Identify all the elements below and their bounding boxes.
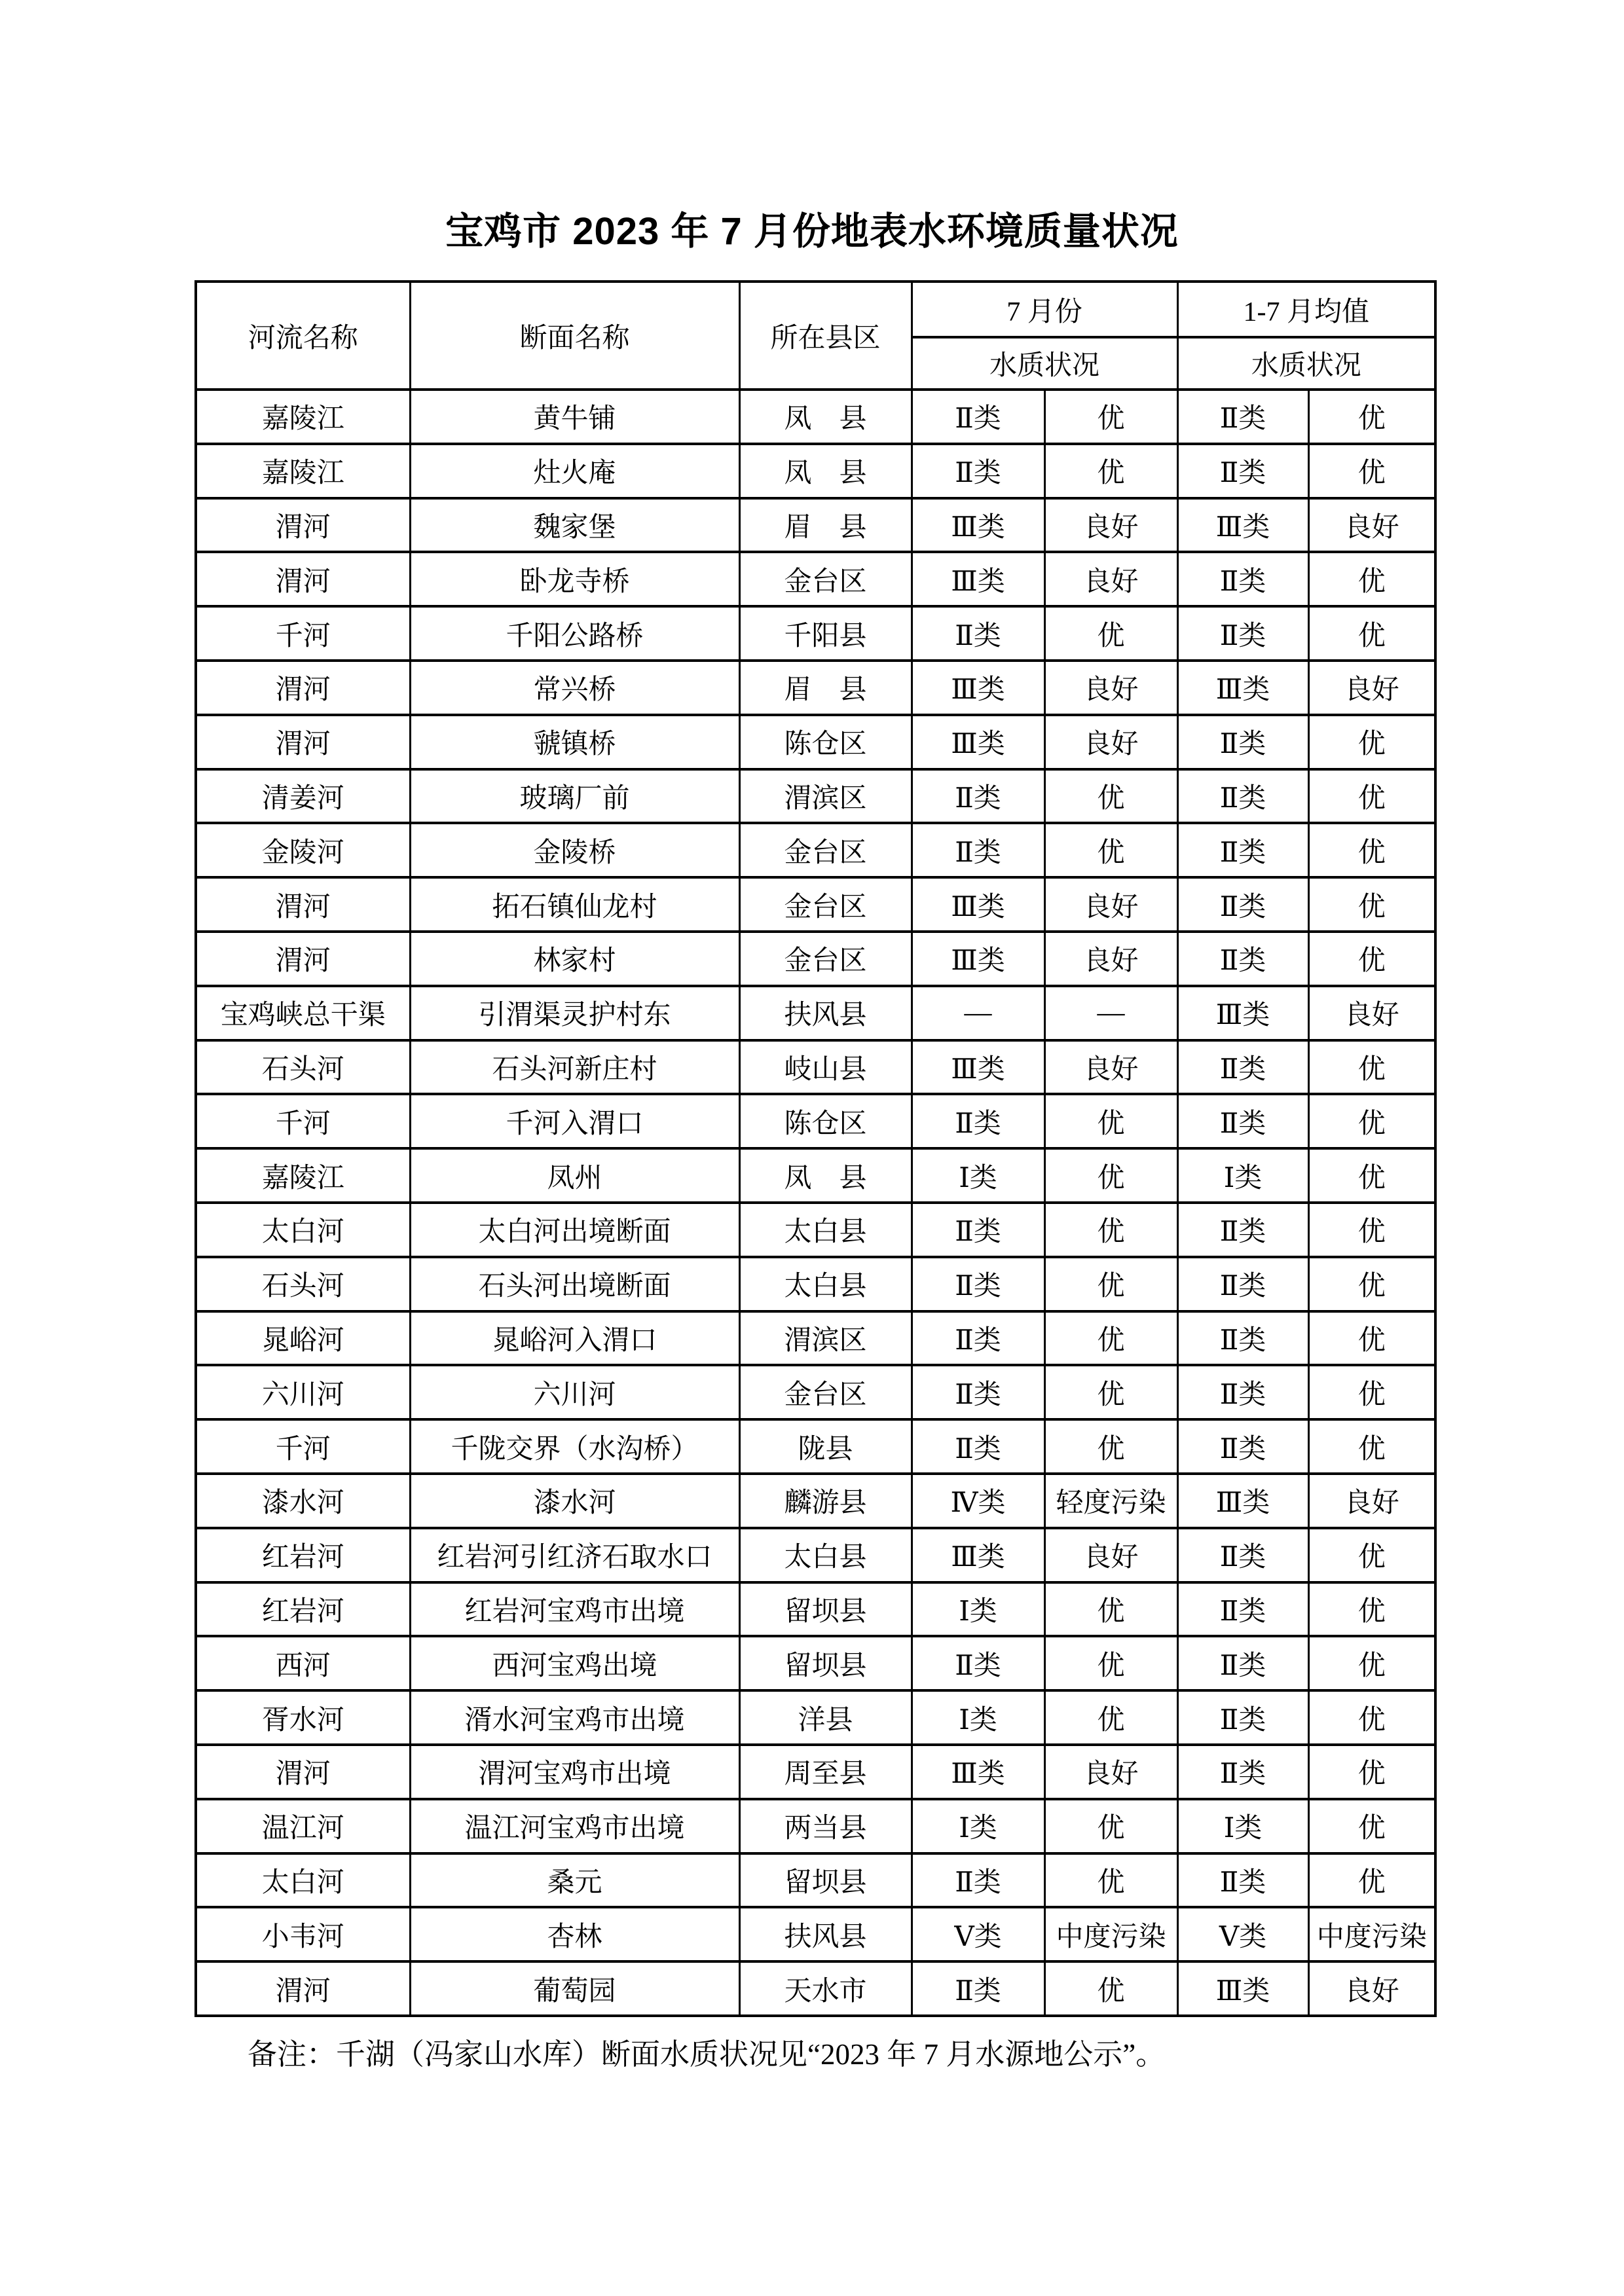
cell-county: 陈仓区 (739, 1094, 912, 1148)
cell-county: 天水市 (739, 1961, 912, 2016)
cell-average-class: Ⅱ类 (1177, 823, 1308, 877)
cell-county: 洋县 (739, 1690, 912, 1745)
cell-july-class: Ⅲ类 (912, 1528, 1044, 1582)
cell-july-class: Ⅱ类 (912, 1257, 1044, 1311)
cell-river-name: 千河 (196, 606, 410, 661)
cell-july-class: Ⅲ类 (912, 552, 1044, 606)
cell-july-status: 良好 (1044, 1040, 1177, 1095)
cell-county: 渭滨区 (739, 1311, 912, 1366)
cell-county: 凤 县 (739, 390, 912, 444)
cell-section-name: 千陇交界（水沟桥） (410, 1419, 739, 1474)
cell-section-name: 红岩河引红济石取水口 (410, 1528, 739, 1582)
cell-river-name: 渭河 (196, 715, 410, 769)
cell-average-status: 中度污染 (1308, 1907, 1435, 1961)
cell-average-class: Ⅱ类 (1177, 1636, 1308, 1690)
cell-july-class: Ⅱ类 (912, 1636, 1044, 1690)
cell-july-class: Ⅱ类 (912, 444, 1044, 498)
cell-july-class: Ⅰ类 (912, 1690, 1044, 1745)
table-row (196, 552, 1435, 606)
cell-july-status: 优 (1044, 1094, 1177, 1148)
cell-july-status: 良好 (1044, 1745, 1177, 1799)
cell-river-name: 嘉陵江 (196, 1148, 410, 1203)
cell-county: 金台区 (739, 932, 912, 986)
cell-average-class: Ⅱ类 (1177, 1094, 1308, 1148)
header-river-name: 河流名称 (196, 282, 410, 390)
table-row (196, 1528, 1435, 1582)
cell-average-status: 优 (1308, 606, 1435, 661)
header-july-group: 7 月份 (912, 282, 1177, 337)
table-row (196, 1745, 1435, 1799)
cell-average-status: 优 (1308, 1094, 1435, 1148)
cell-section-name: 拓石镇仙龙村 (410, 877, 739, 932)
table-row (196, 986, 1435, 1040)
cell-section-name: 桑元 (410, 1853, 739, 1908)
cell-county: 凤 县 (739, 1148, 912, 1203)
cell-average-status: 优 (1308, 823, 1435, 877)
cell-county: 千阳县 (739, 606, 912, 661)
cell-july-status: 优 (1044, 606, 1177, 661)
cell-average-status: 优 (1308, 932, 1435, 986)
cell-average-status: 优 (1308, 390, 1435, 444)
cell-july-class: — (912, 986, 1044, 1040)
cell-july-status: — (1044, 986, 1177, 1040)
cell-july-status: 优 (1044, 1203, 1177, 1257)
cell-section-name: 六川河 (410, 1365, 739, 1419)
cell-river-name: 金陵河 (196, 823, 410, 877)
table-row (196, 1853, 1435, 1908)
cell-section-name: 千河入渭口 (410, 1094, 739, 1148)
cell-county: 留坝县 (739, 1636, 912, 1690)
cell-average-class: Ⅱ类 (1177, 1257, 1308, 1311)
cell-river-name: 石头河 (196, 1040, 410, 1095)
cell-section-name: 渭河宝鸡市出境 (410, 1745, 739, 1799)
header-county: 所在县区 (739, 282, 912, 390)
cell-county: 扶风县 (739, 986, 912, 1040)
cell-average-status: 良好 (1308, 498, 1435, 553)
cell-july-status: 优 (1044, 1365, 1177, 1419)
cell-county: 太白县 (739, 1257, 912, 1311)
cell-river-name: 六川河 (196, 1365, 410, 1419)
cell-average-class: Ⅱ类 (1177, 1203, 1308, 1257)
cell-section-name: 石头河出境断面 (410, 1257, 739, 1311)
cell-average-status: 优 (1308, 1582, 1435, 1637)
water-quality-table (194, 280, 1437, 2017)
cell-section-name: 温江河宝鸡市出境 (410, 1799, 739, 1853)
cell-average-class: Ⅱ类 (1177, 1528, 1308, 1582)
cell-section-name: 灶火庵 (410, 444, 739, 498)
page-title: 宝鸡市 2023 年 7 月份地表水环境质量状况 (445, 210, 1179, 253)
cell-county: 金台区 (739, 1365, 912, 1419)
cell-section-name: 凤州 (410, 1148, 739, 1203)
table-row (196, 1419, 1435, 1474)
cell-river-name: 千河 (196, 1094, 410, 1148)
cell-average-status: 优 (1308, 877, 1435, 932)
cell-average-class: Ⅱ类 (1177, 715, 1308, 769)
cell-county: 太白县 (739, 1203, 912, 1257)
cell-july-class: Ⅲ类 (912, 715, 1044, 769)
cell-county: 渭滨区 (739, 769, 912, 824)
cell-average-status: 优 (1308, 1040, 1435, 1095)
cell-july-class: Ⅱ类 (912, 1365, 1044, 1419)
cell-section-name: 太白河出境断面 (410, 1203, 739, 1257)
cell-average-class: Ⅱ类 (1177, 1745, 1308, 1799)
cell-average-class: Ⅰ类 (1177, 1799, 1308, 1853)
cell-county: 岐山县 (739, 1040, 912, 1095)
cell-section-name: 杏林 (410, 1907, 739, 1961)
cell-section-name: 玻璃厂前 (410, 769, 739, 824)
cell-average-class: Ⅱ类 (1177, 1040, 1308, 1095)
cell-river-name: 渭河 (196, 877, 410, 932)
cell-july-status: 优 (1044, 1582, 1177, 1637)
cell-county: 凤 县 (739, 444, 912, 498)
cell-county: 留坝县 (739, 1853, 912, 1908)
table-row (196, 877, 1435, 932)
cell-average-status: 良好 (1308, 661, 1435, 715)
header-section-name: 断面名称 (410, 282, 739, 390)
cell-average-status: 良好 (1308, 1474, 1435, 1528)
cell-county: 眉 县 (739, 661, 912, 715)
cell-river-name: 红岩河 (196, 1582, 410, 1637)
cell-average-class: Ⅲ类 (1177, 661, 1308, 715)
cell-july-status: 优 (1044, 1799, 1177, 1853)
cell-section-name: 千阳公路桥 (410, 606, 739, 661)
cell-section-name: 西河宝鸡出境 (410, 1636, 739, 1690)
header-avg-group: 1-7 月均值 (1177, 282, 1435, 337)
cell-county: 周至县 (739, 1745, 912, 1799)
cell-section-name: 晁峪河入渭口 (410, 1311, 739, 1366)
cell-july-status: 优 (1044, 823, 1177, 877)
cell-average-status: 优 (1308, 1636, 1435, 1690)
cell-july-status: 中度污染 (1044, 1907, 1177, 1961)
cell-section-name: 石头河新庄村 (410, 1040, 739, 1095)
cell-river-name: 渭河 (196, 932, 410, 986)
cell-average-class: Ⅱ类 (1177, 769, 1308, 824)
cell-river-name: 晁峪河 (196, 1311, 410, 1366)
cell-average-class: Ⅱ类 (1177, 552, 1308, 606)
cell-july-class: Ⅰ类 (912, 1799, 1044, 1853)
cell-county: 金台区 (739, 823, 912, 877)
cell-average-status: 优 (1308, 1799, 1435, 1853)
cell-average-class: Ⅱ类 (1177, 932, 1308, 986)
cell-average-status: 优 (1308, 552, 1435, 606)
table-row (196, 444, 1435, 498)
cell-average-class: Ⅱ类 (1177, 390, 1308, 444)
cell-july-class: Ⅴ类 (912, 1907, 1044, 1961)
cell-july-class: Ⅱ类 (912, 606, 1044, 661)
cell-average-class: Ⅱ类 (1177, 1365, 1308, 1419)
cell-average-status: 良好 (1308, 986, 1435, 1040)
cell-average-class: Ⅲ类 (1177, 986, 1308, 1040)
table-row (196, 1690, 1435, 1745)
table-row (196, 1311, 1435, 1366)
cell-river-name: 温江河 (196, 1799, 410, 1853)
cell-river-name: 小韦河 (196, 1907, 410, 1961)
cell-river-name: 渭河 (196, 1961, 410, 2016)
cell-july-class: Ⅱ类 (912, 769, 1044, 824)
cell-july-status: 良好 (1044, 932, 1177, 986)
cell-july-class: Ⅱ类 (912, 1853, 1044, 1908)
cell-county: 留坝县 (739, 1582, 912, 1637)
table-row (196, 1094, 1435, 1148)
cell-river-name: 漆水河 (196, 1474, 410, 1528)
cell-county: 太白县 (739, 1528, 912, 1582)
cell-average-class: Ⅴ类 (1177, 1907, 1308, 1961)
cell-july-status: 优 (1044, 390, 1177, 444)
cell-average-status: 优 (1308, 1528, 1435, 1582)
cell-section-name: 葡萄园 (410, 1961, 739, 2016)
cell-river-name: 石头河 (196, 1257, 410, 1311)
header-row-top (196, 282, 1435, 337)
cell-average-status: 优 (1308, 1148, 1435, 1203)
table-row (196, 661, 1435, 715)
cell-average-class: Ⅰ类 (1177, 1148, 1308, 1203)
cell-river-name: 清姜河 (196, 769, 410, 824)
cell-july-status: 优 (1044, 1636, 1177, 1690)
cell-county: 麟游县 (739, 1474, 912, 1528)
cell-river-name: 太白河 (196, 1853, 410, 1908)
cell-july-class: Ⅲ类 (912, 877, 1044, 932)
table-row (196, 498, 1435, 553)
cell-section-name: 林家村 (410, 932, 739, 986)
cell-section-name: 黄牛铺 (410, 390, 739, 444)
cell-july-status: 良好 (1044, 1528, 1177, 1582)
cell-average-class: Ⅲ类 (1177, 1961, 1308, 2016)
cell-july-status: 优 (1044, 769, 1177, 824)
cell-section-name: 魏家堡 (410, 498, 739, 553)
cell-average-status: 优 (1308, 1311, 1435, 1366)
cell-county: 金台区 (739, 552, 912, 606)
cell-july-class: Ⅳ类 (912, 1474, 1044, 1528)
table-row (196, 1636, 1435, 1690)
cell-average-status: 优 (1308, 769, 1435, 824)
table-row (196, 823, 1435, 877)
table-body (196, 390, 1435, 2016)
cell-average-status: 优 (1308, 1690, 1435, 1745)
cell-county: 金台区 (739, 877, 912, 932)
table-row (196, 1474, 1435, 1528)
cell-july-status: 优 (1044, 1853, 1177, 1908)
cell-july-status: 良好 (1044, 498, 1177, 553)
cell-section-name: 卧龙寺桥 (410, 552, 739, 606)
cell-july-class: Ⅰ类 (912, 1148, 1044, 1203)
cell-july-class: Ⅱ类 (912, 1311, 1044, 1366)
cell-river-name: 渭河 (196, 1745, 410, 1799)
cell-average-status: 优 (1308, 1853, 1435, 1908)
table-row (196, 769, 1435, 824)
cell-section-name: 红岩河宝鸡市出境 (410, 1582, 739, 1637)
cell-july-class: Ⅲ类 (912, 1745, 1044, 1799)
cell-average-class: Ⅱ类 (1177, 877, 1308, 932)
table-row (196, 1148, 1435, 1203)
table-row (196, 606, 1435, 661)
table-row (196, 1040, 1435, 1095)
table-row (196, 1799, 1435, 1853)
cell-july-status: 优 (1044, 1690, 1177, 1745)
cell-july-status: 优 (1044, 1961, 1177, 2016)
cell-july-class: Ⅲ类 (912, 661, 1044, 715)
cell-july-status: 优 (1044, 1148, 1177, 1203)
cell-average-status: 优 (1308, 1203, 1435, 1257)
cell-average-class: Ⅱ类 (1177, 1690, 1308, 1745)
header-july-quality: 水质状况 (912, 337, 1177, 390)
cell-july-status: 良好 (1044, 661, 1177, 715)
table-row (196, 1961, 1435, 2016)
cell-section-name: 湑水河宝鸡市出境 (410, 1690, 739, 1745)
cell-county: 陈仓区 (739, 715, 912, 769)
cell-river-name: 太白河 (196, 1203, 410, 1257)
cell-county: 陇县 (739, 1419, 912, 1474)
cell-section-name: 引渭渠灵护村东 (410, 986, 739, 1040)
cell-average-class: Ⅱ类 (1177, 444, 1308, 498)
cell-river-name: 红岩河 (196, 1528, 410, 1582)
cell-river-name: 宝鸡峡总干渠 (196, 986, 410, 1040)
cell-average-class: Ⅱ类 (1177, 1311, 1308, 1366)
cell-july-status: 优 (1044, 1419, 1177, 1474)
cell-section-name: 虢镇桥 (410, 715, 739, 769)
table-row (196, 932, 1435, 986)
cell-average-class: Ⅲ类 (1177, 498, 1308, 553)
table-row (196, 1907, 1435, 1961)
cell-july-class: Ⅱ类 (912, 1094, 1044, 1148)
cell-july-status: 良好 (1044, 552, 1177, 606)
cell-river-name: 西河 (196, 1636, 410, 1690)
cell-river-name: 渭河 (196, 661, 410, 715)
cell-river-name: 胥水河 (196, 1690, 410, 1745)
footnote: 备注：千湖（冯家山水库）断面水质状况见“2023 年 7 月水源地公示”。 (248, 2038, 1166, 2071)
table-row (196, 1257, 1435, 1311)
cell-average-status: 优 (1308, 444, 1435, 498)
cell-county: 两当县 (739, 1799, 912, 1853)
cell-july-class: Ⅱ类 (912, 1419, 1044, 1474)
cell-average-class: Ⅱ类 (1177, 1853, 1308, 1908)
cell-average-status: 优 (1308, 715, 1435, 769)
cell-july-class: Ⅲ类 (912, 1040, 1044, 1095)
cell-section-name: 金陵桥 (410, 823, 739, 877)
cell-july-class: Ⅱ类 (912, 1961, 1044, 2016)
header-avg-quality: 水质状况 (1177, 337, 1435, 390)
cell-average-status: 优 (1308, 1365, 1435, 1419)
cell-river-name: 渭河 (196, 498, 410, 553)
cell-average-status: 优 (1308, 1745, 1435, 1799)
cell-july-class: Ⅲ类 (912, 498, 1044, 553)
cell-average-class: Ⅲ类 (1177, 1474, 1308, 1528)
cell-river-name: 嘉陵江 (196, 444, 410, 498)
cell-average-class: Ⅱ类 (1177, 1419, 1308, 1474)
table-header (196, 282, 1435, 390)
cell-county: 扶风县 (739, 1907, 912, 1961)
cell-july-class: Ⅱ类 (912, 390, 1044, 444)
table-row (196, 715, 1435, 769)
cell-july-class: Ⅲ类 (912, 932, 1044, 986)
cell-average-class: Ⅱ类 (1177, 606, 1308, 661)
cell-river-name: 嘉陵江 (196, 390, 410, 444)
cell-section-name: 漆水河 (410, 1474, 739, 1528)
table-row (196, 390, 1435, 444)
cell-county: 眉 县 (739, 498, 912, 553)
cell-july-status: 轻度污染 (1044, 1474, 1177, 1528)
cell-river-name: 渭河 (196, 552, 410, 606)
cell-average-status: 良好 (1308, 1961, 1435, 2016)
cell-july-class: Ⅱ类 (912, 823, 1044, 877)
cell-july-status: 良好 (1044, 877, 1177, 932)
table-row (196, 1203, 1435, 1257)
cell-average-status: 优 (1308, 1419, 1435, 1474)
table-row (196, 1365, 1435, 1419)
table-row (196, 1582, 1435, 1637)
cell-july-status: 优 (1044, 1311, 1177, 1366)
cell-july-status: 优 (1044, 444, 1177, 498)
cell-july-status: 优 (1044, 1257, 1177, 1311)
cell-average-class: Ⅱ类 (1177, 1582, 1308, 1637)
cell-average-status: 优 (1308, 1257, 1435, 1311)
cell-july-status: 良好 (1044, 715, 1177, 769)
cell-july-class: Ⅱ类 (912, 1203, 1044, 1257)
cell-july-class: Ⅰ类 (912, 1582, 1044, 1637)
cell-river-name: 千河 (196, 1419, 410, 1474)
cell-section-name: 常兴桥 (410, 661, 739, 715)
